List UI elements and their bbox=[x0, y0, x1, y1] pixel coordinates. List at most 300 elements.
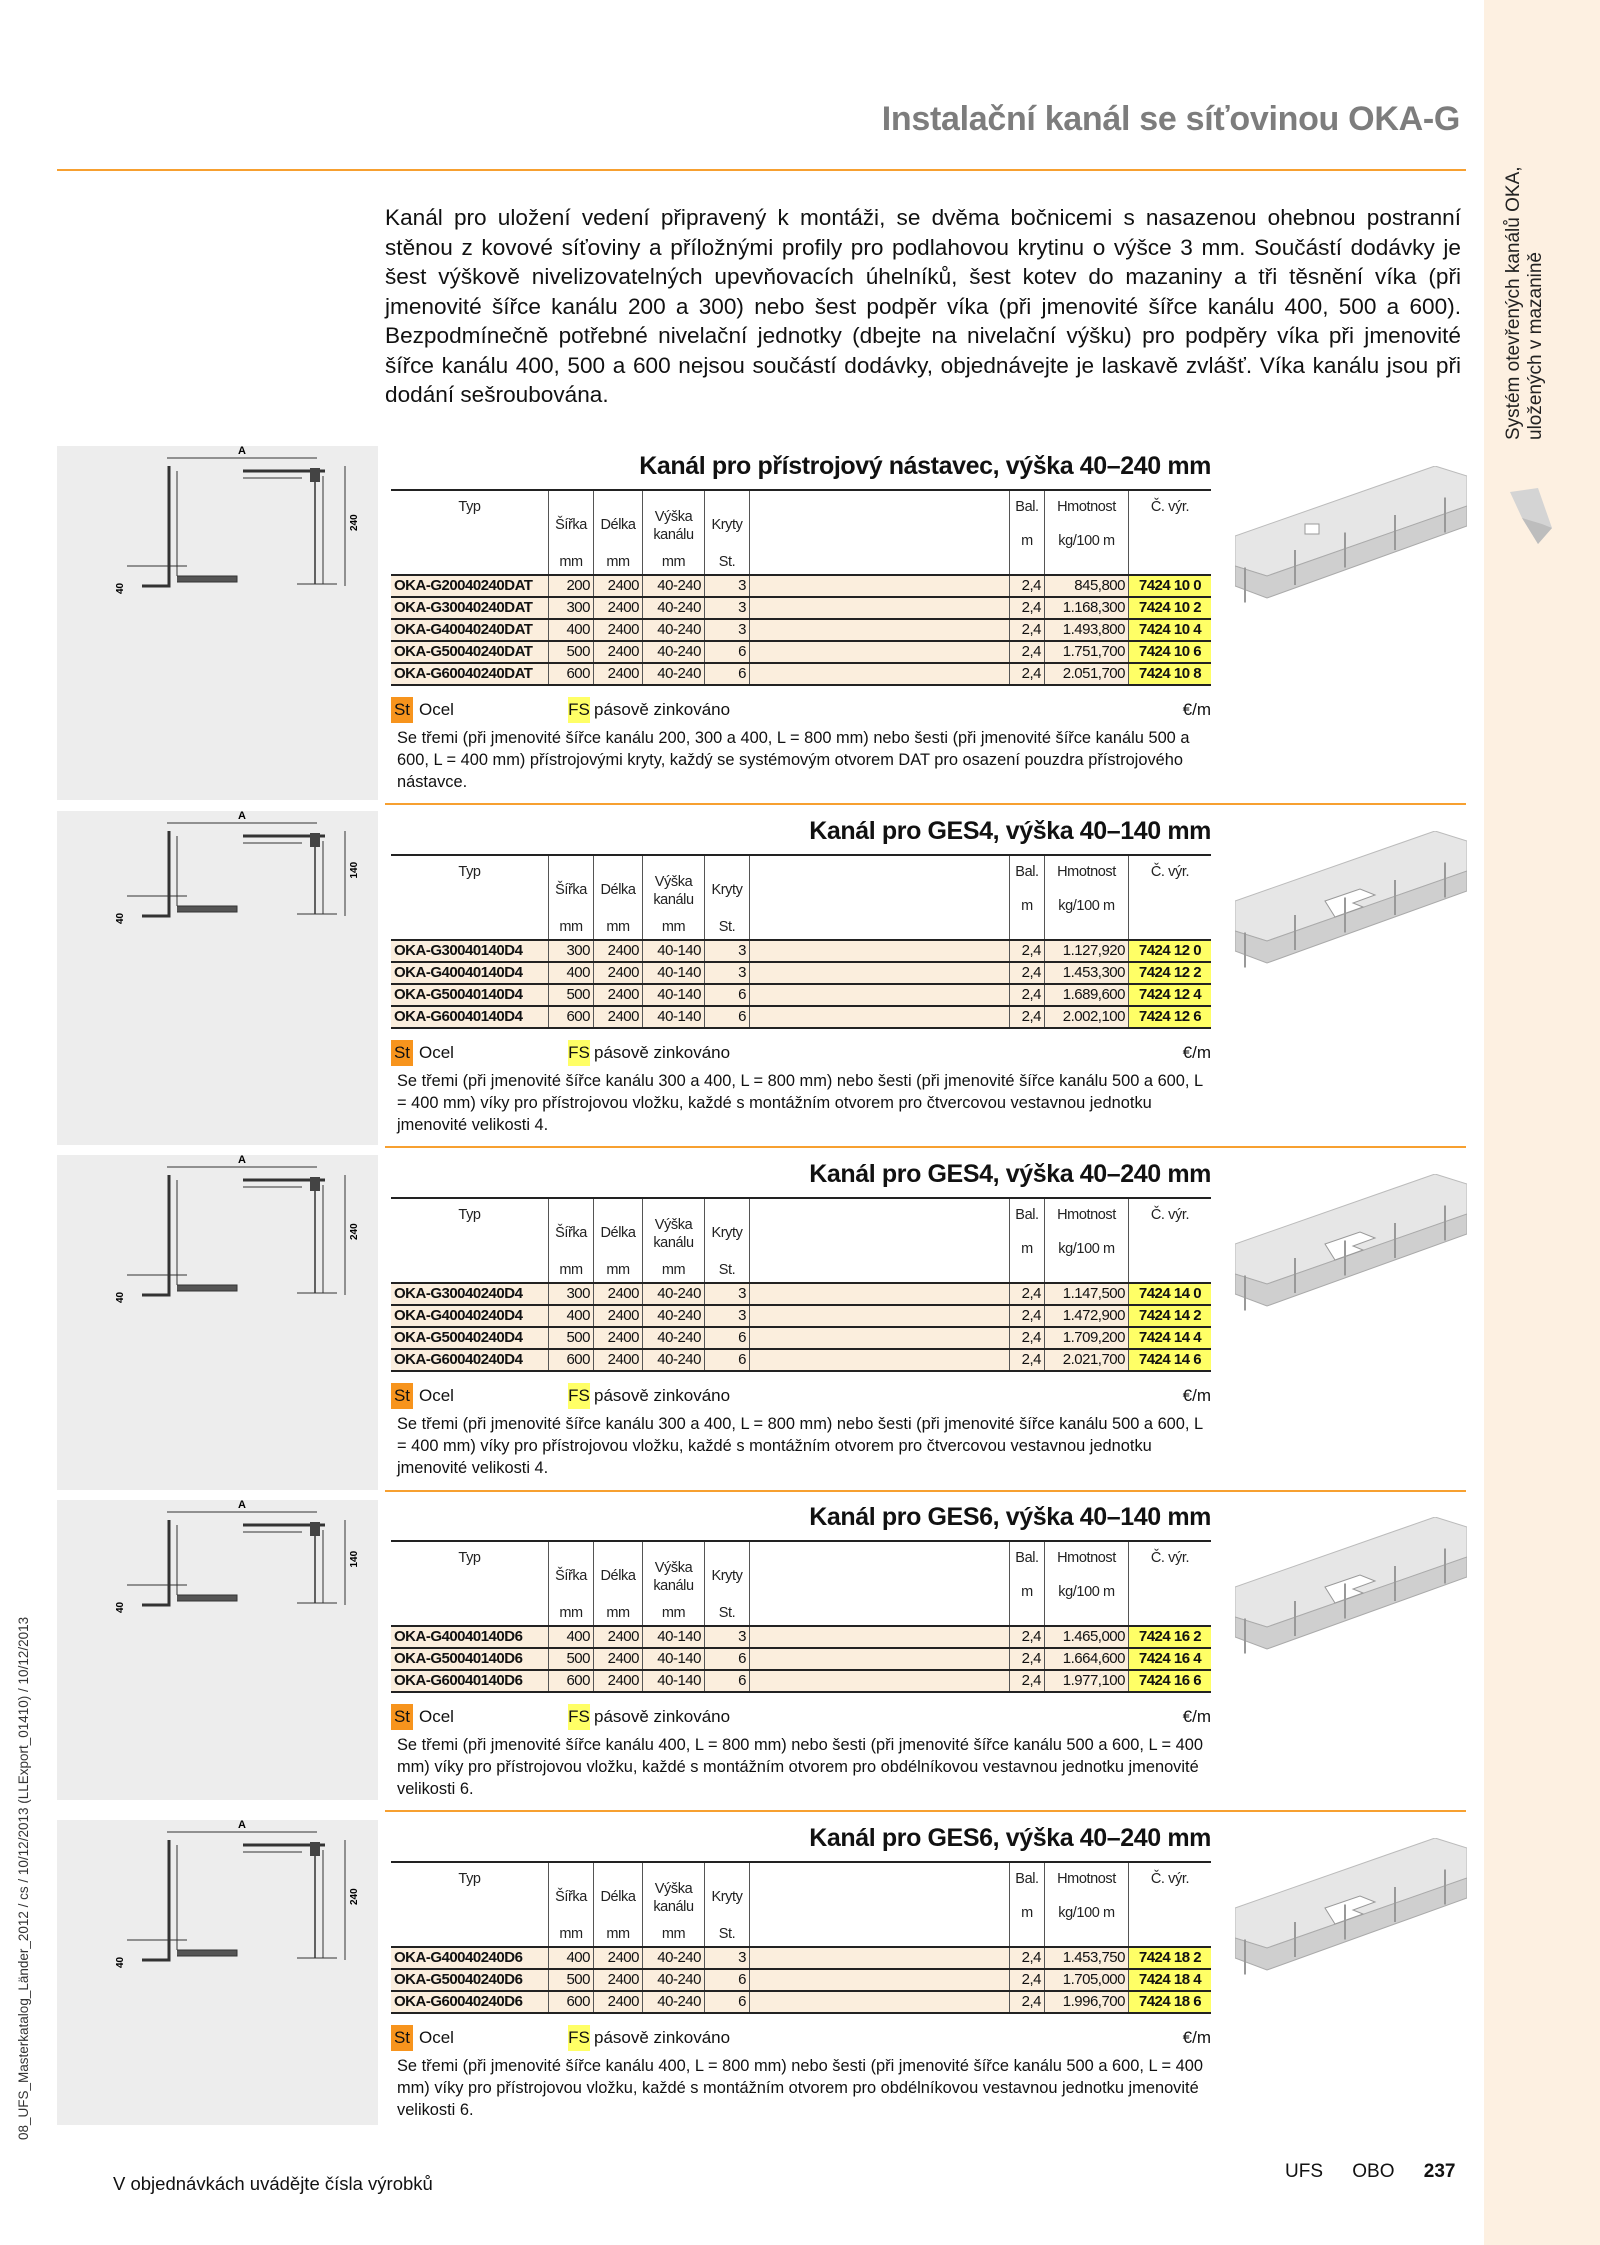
header-article-no bbox=[1129, 1542, 1211, 1625]
cell-spacer bbox=[750, 1948, 1010, 1968]
header-unit: m bbox=[1021, 1241, 1033, 1257]
cell-article-no[interactable]: 7424 18 4 bbox=[1129, 1970, 1211, 1990]
header-unit: mm bbox=[606, 1605, 630, 1621]
header-spacer bbox=[750, 1199, 1010, 1282]
header-spacer bbox=[750, 856, 1010, 939]
cell-covers: 6 bbox=[705, 1992, 750, 2012]
cell-weight: 1.705,000 bbox=[1045, 1970, 1129, 1990]
cell-width: 500 bbox=[549, 642, 594, 662]
table-header bbox=[391, 1540, 1211, 1627]
product-photo bbox=[1235, 1174, 1467, 1324]
price-unit: €/m bbox=[1182, 700, 1211, 719]
cell-height: 40-240 bbox=[643, 664, 705, 684]
section-title: Kanál pro GES4, výška 40–240 mm bbox=[809, 1160, 1211, 1188]
cell-width: 600 bbox=[549, 1350, 594, 1370]
cell-article-no[interactable]: 7424 16 4 bbox=[1129, 1649, 1211, 1669]
cell-typ: OKA-G60040140D4 bbox=[391, 1007, 549, 1027]
header-label: Výška bbox=[654, 509, 693, 525]
footer-order-hint: V objednávkách uvádějte čísla výrobků bbox=[113, 2173, 433, 2194]
product-photo bbox=[1235, 466, 1467, 616]
dimension-height-label: 140 bbox=[349, 1550, 360, 1568]
cell-pack: 2,4 bbox=[1010, 1948, 1045, 1968]
cell-covers: 6 bbox=[705, 1649, 750, 1669]
cell-weight: 845,800 bbox=[1045, 576, 1129, 596]
cell-length: 2400 bbox=[594, 576, 643, 596]
dimension-a-label: A bbox=[238, 446, 246, 457]
cell-spacer bbox=[750, 1007, 1010, 1027]
cell-weight: 1.664,600 bbox=[1045, 1649, 1129, 1669]
header-unit: mm bbox=[559, 1262, 583, 1278]
cell-spacer bbox=[750, 576, 1010, 596]
header-height bbox=[643, 1542, 705, 1625]
cell-typ: OKA-G50040240DAT bbox=[391, 642, 549, 662]
finish-badge-fs: FS bbox=[568, 1383, 590, 1409]
header-pack bbox=[1010, 856, 1045, 939]
cell-typ: OKA-G40040240D4 bbox=[391, 1306, 549, 1326]
cell-covers: 6 bbox=[705, 1671, 750, 1691]
material-label: Ocel bbox=[419, 1707, 454, 1726]
cell-spacer bbox=[750, 941, 1010, 961]
material-badge-st: St bbox=[391, 1704, 413, 1730]
channel-side-wall bbox=[142, 466, 169, 586]
material-badge-st: St bbox=[391, 1383, 413, 1409]
cell-article-no[interactable]: 7424 14 0 bbox=[1129, 1284, 1211, 1304]
cell-width: 400 bbox=[549, 620, 594, 640]
cell-covers: 6 bbox=[705, 1328, 750, 1348]
cell-width: 300 bbox=[549, 941, 594, 961]
header-label: Hmotnost bbox=[1057, 499, 1116, 515]
channel-side-wall bbox=[142, 1840, 169, 1960]
dimension-a-label: A bbox=[238, 811, 246, 822]
price-unit: €/m bbox=[1182, 1707, 1211, 1726]
material-label: Ocel bbox=[419, 1386, 454, 1405]
material-legend bbox=[391, 1040, 1211, 1066]
cell-height: 40-240 bbox=[643, 1306, 705, 1326]
finish-badge-fs: FS bbox=[568, 2025, 590, 2051]
header-label: Hmotnost bbox=[1057, 1871, 1116, 1887]
header-unit: mm bbox=[559, 1926, 583, 1942]
cell-typ: OKA-G40040240D6 bbox=[391, 1948, 549, 1968]
catalog-meta: 08_UFS_Masterkatalog_Länder_2012 / cs / 10/12/2013 (LLExport_01410) / 10/12/2013 bbox=[16, 1616, 31, 2140]
header-typ bbox=[391, 1863, 549, 1946]
header-unit: St. bbox=[718, 1926, 736, 1942]
dimension-height-label: 240 bbox=[349, 1223, 360, 1240]
cell-article-no[interactable]: 7424 18 2 bbox=[1129, 1948, 1211, 1968]
cell-covers: 6 bbox=[705, 1970, 750, 1990]
price-unit: €/m bbox=[1182, 1043, 1211, 1062]
header-covers bbox=[705, 856, 750, 939]
header-label: Hmotnost bbox=[1057, 1550, 1116, 1566]
cell-length: 2400 bbox=[594, 664, 643, 684]
header-label: Hmotnost bbox=[1057, 1207, 1116, 1223]
table-row bbox=[391, 1306, 1211, 1328]
channel-side-wall bbox=[142, 1175, 169, 1295]
cell-typ: OKA-G30040140D4 bbox=[391, 941, 549, 961]
cell-spacer bbox=[750, 1970, 1010, 1990]
header-width bbox=[549, 1542, 594, 1625]
cell-spacer bbox=[750, 1328, 1010, 1348]
cell-article-no[interactable]: 7424 16 6 bbox=[1129, 1671, 1211, 1691]
header-unit: mm bbox=[661, 1262, 686, 1278]
table-row bbox=[391, 1948, 1211, 1970]
section-divider bbox=[385, 1810, 1466, 1812]
cell-width: 500 bbox=[549, 1328, 594, 1348]
cell-article-no[interactable]: 7424 14 2 bbox=[1129, 1306, 1211, 1326]
table-row bbox=[391, 1350, 1211, 1372]
cell-typ: OKA-G40040140D4 bbox=[391, 963, 549, 983]
section-title: Kanál pro GES4, výška 40–140 mm bbox=[809, 817, 1211, 845]
cell-spacer bbox=[750, 1649, 1010, 1669]
cell-article-no[interactable]: 7424 18 6 bbox=[1129, 1992, 1211, 2012]
cell-length: 2400 bbox=[594, 1007, 643, 1027]
cell-pack: 2,4 bbox=[1010, 620, 1045, 640]
cell-weight: 1.453,300 bbox=[1045, 963, 1129, 983]
cell-covers: 3 bbox=[705, 620, 750, 640]
cell-length: 2400 bbox=[594, 1328, 643, 1348]
cell-spacer bbox=[750, 1350, 1010, 1370]
dimension-a-label: A bbox=[238, 1500, 246, 1511]
cell-pack: 2,4 bbox=[1010, 1350, 1045, 1370]
section-divider bbox=[385, 1146, 1466, 1148]
cell-length: 2400 bbox=[594, 1350, 643, 1370]
cell-typ: OKA-G60040140D6 bbox=[391, 1671, 549, 1691]
finish-badge-fs: FS bbox=[568, 697, 590, 723]
section-note: Se třemi (při jmenovité šířce kanálu 400, L = 800 mm) nebo šesti (při jmenovité šířce kanálu 500 a 600, L = 400 mm) víky pro přístrojovou vložku, každé s montážním otvorem pro obdélníkovou vestavnou jednotku jmenovité velikosti 6. bbox=[397, 2057, 1203, 2119]
header-label: Č. výr. bbox=[1150, 499, 1190, 515]
finish-badge-fs: FS bbox=[568, 1704, 590, 1730]
cell-width: 500 bbox=[549, 1649, 594, 1669]
header-label: Č. výr. bbox=[1150, 1207, 1190, 1223]
material-badge-st: St bbox=[391, 1040, 413, 1066]
cell-width: 600 bbox=[549, 1671, 594, 1691]
header-unit: mm bbox=[559, 919, 583, 935]
cell-typ: OKA-G40040240DAT bbox=[391, 620, 549, 640]
footer-brand-obo: OBO bbox=[1352, 2161, 1395, 2182]
price-unit: €/m bbox=[1182, 2028, 1211, 2047]
cell-pack: 2,4 bbox=[1010, 1627, 1045, 1647]
cell-weight: 2.002,100 bbox=[1045, 1007, 1129, 1027]
cell-width: 600 bbox=[549, 1992, 594, 2012]
table-row bbox=[391, 1328, 1211, 1350]
header-unit: St. bbox=[718, 554, 736, 570]
product-photo bbox=[1235, 1517, 1467, 1667]
table-header bbox=[391, 854, 1211, 941]
cell-height: 40-140 bbox=[643, 985, 705, 1005]
cell-article-no[interactable]: 7424 12 2 bbox=[1129, 963, 1211, 983]
header-pack bbox=[1010, 1863, 1045, 1946]
cell-height: 40-240 bbox=[643, 642, 705, 662]
dimension-base-label: 40 bbox=[115, 1956, 126, 1968]
cell-height: 40-140 bbox=[643, 1671, 705, 1691]
header-unit: kg/100 m bbox=[1058, 898, 1115, 914]
header-unit: m bbox=[1021, 898, 1033, 914]
cell-height: 40-240 bbox=[643, 1948, 705, 1968]
cell-width: 600 bbox=[549, 1007, 594, 1027]
cell-height: 40-240 bbox=[643, 1284, 705, 1304]
table-header bbox=[391, 489, 1211, 576]
header-height bbox=[643, 1199, 705, 1282]
header-unit: mm bbox=[661, 919, 686, 935]
chapter-label bbox=[1503, 120, 1547, 440]
table-row bbox=[391, 963, 1211, 985]
table-header bbox=[391, 1861, 1211, 1948]
header-label: Typ bbox=[458, 1550, 481, 1566]
header-typ bbox=[391, 856, 549, 939]
section-divider bbox=[385, 803, 1466, 805]
cell-spacer bbox=[750, 1671, 1010, 1691]
header-unit: m bbox=[1021, 1905, 1033, 1921]
dat-opening bbox=[1305, 524, 1319, 534]
table-row bbox=[391, 1284, 1211, 1306]
header-unit: kg/100 m bbox=[1058, 533, 1115, 549]
material-legend bbox=[391, 2025, 1211, 2051]
chapter-thumbnail-icon bbox=[1508, 488, 1558, 548]
header-label: Šířka bbox=[555, 1568, 587, 1584]
cell-typ: OKA-G30040240DAT bbox=[391, 598, 549, 618]
header-label: Bal. bbox=[1015, 1207, 1039, 1223]
cell-article-no[interactable]: 7424 10 6 bbox=[1129, 642, 1211, 662]
finish-label: pásově zinkováno bbox=[594, 1043, 731, 1062]
header-article-no bbox=[1129, 856, 1211, 939]
header-weight bbox=[1045, 856, 1129, 939]
price-unit: €/m bbox=[1182, 1386, 1211, 1405]
cell-height: 40-240 bbox=[643, 576, 705, 596]
cell-typ: OKA-G60040240D4 bbox=[391, 1350, 549, 1370]
cell-spacer bbox=[750, 664, 1010, 684]
cell-pack: 2,4 bbox=[1010, 598, 1045, 618]
header-pack bbox=[1010, 491, 1045, 574]
header-length bbox=[594, 1863, 643, 1946]
header-article-no bbox=[1129, 491, 1211, 574]
cell-typ: OKA-G50040240D6 bbox=[391, 1970, 549, 1990]
cell-pack: 2,4 bbox=[1010, 1649, 1045, 1669]
channel-side-wall bbox=[142, 831, 169, 916]
cell-covers: 6 bbox=[705, 642, 750, 662]
cell-length: 2400 bbox=[594, 941, 643, 961]
header-label: Typ bbox=[458, 864, 481, 880]
cell-pack: 2,4 bbox=[1010, 1284, 1045, 1304]
header-covers bbox=[705, 491, 750, 574]
cell-pack: 2,4 bbox=[1010, 1306, 1045, 1326]
cell-weight: 1.127,920 bbox=[1045, 941, 1129, 961]
header-spacer bbox=[750, 1863, 1010, 1946]
cell-pack: 2,4 bbox=[1010, 941, 1045, 961]
dimension-height-label: 240 bbox=[349, 1888, 360, 1905]
cell-height: 40-140 bbox=[643, 941, 705, 961]
header-weight bbox=[1045, 1863, 1129, 1946]
finish-label: pásově zinkováno bbox=[594, 700, 731, 719]
header-spacer bbox=[750, 491, 1010, 574]
page-number: 237 bbox=[1423, 2161, 1456, 2182]
table-row bbox=[391, 1627, 1211, 1649]
cell-height: 40-140 bbox=[643, 1627, 705, 1647]
cell-width: 500 bbox=[549, 985, 594, 1005]
cell-width: 200 bbox=[549, 576, 594, 596]
cell-height: 40-140 bbox=[643, 963, 705, 983]
cell-covers: 3 bbox=[705, 1948, 750, 1968]
cell-width: 500 bbox=[549, 1970, 594, 1990]
cell-article-no[interactable]: 7424 12 0 bbox=[1129, 941, 1211, 961]
cell-weight: 1.168,300 bbox=[1045, 598, 1129, 618]
dimension-a-label: A bbox=[238, 1820, 246, 1831]
cell-spacer bbox=[750, 620, 1010, 640]
header-article-no bbox=[1129, 1199, 1211, 1282]
material-legend bbox=[391, 1383, 1211, 1409]
cell-width: 400 bbox=[549, 1948, 594, 1968]
cell-weight: 1.689,600 bbox=[1045, 985, 1129, 1005]
header-length bbox=[594, 1542, 643, 1625]
header-unit: mm bbox=[661, 554, 686, 570]
dimension-base-label: 40 bbox=[115, 582, 126, 594]
cell-length: 2400 bbox=[594, 620, 643, 640]
cell-typ: OKA-G50040140D6 bbox=[391, 1649, 549, 1669]
cell-length: 2400 bbox=[594, 598, 643, 618]
title-divider bbox=[57, 169, 1466, 171]
header-height bbox=[643, 1863, 705, 1946]
cell-spacer bbox=[750, 1284, 1010, 1304]
header-label: Typ bbox=[458, 1871, 481, 1887]
section-note: Se třemi (při jmenovité šířce kanálu 300 a 400, L = 800 mm) nebo šesti (při jmenovité šířce kanálu 500 a 600, L = 400 mm) víky pro přístrojovou vložku, každé s montážním otvorem pro čtvercovou vestavnou jednotku jmenovité velikosti 4. bbox=[397, 1415, 1203, 1477]
header-label: Kryty bbox=[711, 517, 743, 533]
cell-height: 40-240 bbox=[643, 1970, 705, 1990]
header-unit: mm bbox=[606, 554, 630, 570]
header-unit: kg/100 m bbox=[1058, 1241, 1115, 1257]
cell-spacer bbox=[750, 1992, 1010, 2012]
cell-weight: 1.751,700 bbox=[1045, 642, 1129, 662]
finish-label: pásově zinkováno bbox=[594, 2028, 731, 2047]
header-label: Šířka bbox=[555, 1889, 587, 1905]
header-unit: mm bbox=[606, 919, 630, 935]
cell-length: 2400 bbox=[594, 1671, 643, 1691]
cell-article-no[interactable]: 7424 10 8 bbox=[1129, 664, 1211, 684]
cell-covers: 6 bbox=[705, 664, 750, 684]
cross-section-diagram bbox=[57, 1500, 378, 1800]
cell-covers: 6 bbox=[705, 985, 750, 1005]
header-label: kanálu bbox=[653, 1235, 694, 1251]
chapter-label-line2: uložených v mazanině bbox=[1525, 252, 1546, 440]
finish-label: pásově zinkováno bbox=[594, 1707, 731, 1726]
header-article-no bbox=[1129, 1863, 1211, 1946]
cell-typ: OKA-G50040240D4 bbox=[391, 1328, 549, 1348]
cell-length: 2400 bbox=[594, 642, 643, 662]
table-row bbox=[391, 620, 1211, 642]
finish-badge-fs: FS bbox=[568, 1040, 590, 1066]
table-row bbox=[391, 1007, 1211, 1029]
cell-covers: 3 bbox=[705, 1627, 750, 1647]
cell-width: 300 bbox=[549, 1284, 594, 1304]
header-unit: kg/100 m bbox=[1058, 1584, 1115, 1600]
header-height bbox=[643, 856, 705, 939]
cell-height: 40-240 bbox=[643, 1350, 705, 1370]
table-row bbox=[391, 1970, 1211, 1992]
cross-section-diagram bbox=[57, 1155, 378, 1490]
cell-length: 2400 bbox=[594, 963, 643, 983]
header-unit: mm bbox=[606, 1262, 630, 1278]
cell-width: 400 bbox=[549, 963, 594, 983]
cell-weight: 1.453,750 bbox=[1045, 1948, 1129, 1968]
section-note: Se třemi (při jmenovité šířce kanálu 200, 300 a 400, L = 800 mm) nebo šesti (při jmenovité šířce kanálu 500 a 600, L = 400 mm) přístrojovými kryty, každý se systémovým otvorem DAT pro osazení pouzdra přístrojového nástavce. bbox=[397, 729, 1190, 791]
cell-covers: 3 bbox=[705, 1306, 750, 1326]
dimension-base-label: 40 bbox=[115, 1291, 126, 1303]
cell-covers: 3 bbox=[705, 598, 750, 618]
cell-length: 2400 bbox=[594, 1992, 643, 2012]
cell-height: 40-140 bbox=[643, 1007, 705, 1027]
header-unit: kg/100 m bbox=[1058, 1905, 1115, 1921]
cell-height: 40-240 bbox=[643, 620, 705, 640]
cell-typ: OKA-G50040140D4 bbox=[391, 985, 549, 1005]
cell-typ: OKA-G40040140D6 bbox=[391, 1627, 549, 1647]
cell-pack: 2,4 bbox=[1010, 1671, 1045, 1691]
cell-weight: 2.021,700 bbox=[1045, 1350, 1129, 1370]
cell-covers: 6 bbox=[705, 1007, 750, 1027]
header-label: Hmotnost bbox=[1057, 864, 1116, 880]
header-label: Délka bbox=[600, 1568, 636, 1584]
cell-pack: 2,4 bbox=[1010, 985, 1045, 1005]
table-row bbox=[391, 941, 1211, 963]
header-weight bbox=[1045, 1542, 1129, 1625]
header-label: kanálu bbox=[653, 527, 694, 543]
cell-width: 300 bbox=[549, 598, 594, 618]
cell-article-no[interactable]: 7424 14 4 bbox=[1129, 1328, 1211, 1348]
section-note: Se třemi (při jmenovité šířce kanálu 300 a 400, L = 800 mm) nebo šesti (při jmenovité šířce kanálu 500 a 600, L = 400 mm) víky pro přístrojovou vložku, každé s montážním otvorem pro čtvercovou vestavnou jednotku jmenovité velikosti 4. bbox=[397, 1072, 1203, 1134]
cell-pack: 2,4 bbox=[1010, 664, 1045, 684]
cell-spacer bbox=[750, 642, 1010, 662]
header-unit: mm bbox=[606, 1926, 630, 1942]
material-badge-st: St bbox=[391, 2025, 413, 2051]
header-label: Kryty bbox=[711, 1568, 743, 1584]
section-title: Kanál pro GES6, výška 40–140 mm bbox=[809, 1503, 1211, 1531]
cell-covers: 6 bbox=[705, 1350, 750, 1370]
material-label: Ocel bbox=[419, 700, 454, 719]
table-row bbox=[391, 1649, 1211, 1671]
cell-article-no[interactable]: 7424 10 2 bbox=[1129, 598, 1211, 618]
cell-article-no[interactable]: 7424 12 4 bbox=[1129, 985, 1211, 1005]
cell-article-no[interactable]: 7424 14 6 bbox=[1129, 1350, 1211, 1370]
cell-article-no[interactable]: 7424 10 4 bbox=[1129, 620, 1211, 640]
cell-typ: OKA-G20040240DAT bbox=[391, 576, 549, 596]
cell-article-no[interactable]: 7424 12 6 bbox=[1129, 1007, 1211, 1027]
cell-weight: 1.493,800 bbox=[1045, 620, 1129, 640]
cell-weight: 1.147,500 bbox=[1045, 1284, 1129, 1304]
header-unit: St. bbox=[718, 1262, 736, 1278]
cell-width: 400 bbox=[549, 1306, 594, 1326]
header-covers bbox=[705, 1542, 750, 1625]
dimension-base-label: 40 bbox=[115, 912, 126, 924]
cell-weight: 1.996,700 bbox=[1045, 1992, 1129, 2012]
cell-height: 40-240 bbox=[643, 1992, 705, 2012]
cell-covers: 3 bbox=[705, 963, 750, 983]
cell-width: 600 bbox=[549, 664, 594, 684]
section-divider bbox=[385, 1490, 1466, 1492]
cell-article-no[interactable]: 7424 10 0 bbox=[1129, 576, 1211, 596]
header-unit: m bbox=[1021, 533, 1033, 549]
cell-article-no[interactable]: 7424 16 2 bbox=[1129, 1627, 1211, 1647]
cell-pack: 2,4 bbox=[1010, 963, 1045, 983]
cell-covers: 3 bbox=[705, 1284, 750, 1304]
cell-length: 2400 bbox=[594, 1306, 643, 1326]
header-unit: mm bbox=[559, 554, 583, 570]
header-label: Č. výr. bbox=[1150, 864, 1190, 880]
header-label: Bal. bbox=[1015, 1871, 1039, 1887]
cell-height: 40-140 bbox=[643, 1649, 705, 1669]
table-row bbox=[391, 642, 1211, 664]
header-unit: St. bbox=[718, 919, 736, 935]
header-typ bbox=[391, 1199, 549, 1282]
header-spacer bbox=[750, 1542, 1010, 1625]
cell-pack: 2,4 bbox=[1010, 1970, 1045, 1990]
header-typ bbox=[391, 491, 549, 574]
header-length bbox=[594, 491, 643, 574]
